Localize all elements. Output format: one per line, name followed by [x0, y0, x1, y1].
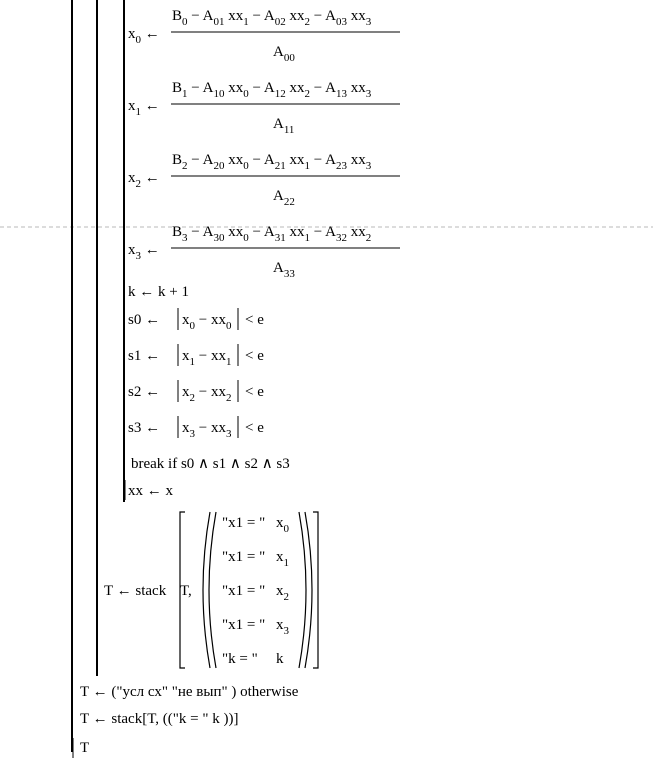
k-increment: k ← k + 1: [128, 284, 189, 300]
matrix-value-3: $x_3$: [276, 617, 289, 637]
matrix-string-3: "x1 = ": [222, 617, 266, 633]
stack-first-arg: T,: [180, 583, 192, 599]
check-compare-1: < e: [245, 348, 264, 364]
assign-denominator-x2: $A_{22}$: [273, 188, 295, 208]
jacobi-assignments: [128, 8, 400, 280]
check-compare-2: < e: [245, 384, 264, 400]
check-compare-0: < e: [245, 312, 264, 328]
check-s0: s0 ←: [128, 312, 161, 328]
assign-numerator-x1: $B_1 - A_{10}$ $xx_0 - A_{12}$ $xx_2 - A_{13}$ $xx_3$: [172, 80, 372, 100]
check-expr-s0: $x_0 - xx_0$: [182, 312, 232, 332]
check-compare-3: < e: [245, 420, 264, 436]
assign-denominator-x1: $A_{11}$: [273, 116, 295, 136]
matrix-string-4: "k = ": [222, 651, 258, 667]
stack-label: T ← stack: [104, 583, 167, 599]
check-s3: s3 ←: [128, 420, 161, 436]
return-value: T: [80, 740, 90, 756]
matrix-value-2: $x_2$: [276, 583, 289, 603]
assign-numerator-x3: $B_3 - A_{30}$ $xx_0 - A_{31}$ $xx_1 - A_{32}$ $xx_2$: [172, 224, 372, 244]
matrix-value-1: $x_1$: [276, 549, 289, 569]
break-statement: break if s0 ∧ s1 ∧ s2 ∧ s3: [131, 456, 290, 472]
matrix-string-2: "x1 = ": [222, 583, 266, 599]
check-expr-s2: $x_2 - xx_2$: [182, 384, 232, 404]
matrix-value-0: $x_0$: [276, 515, 289, 535]
check-s2: s2 ←: [128, 384, 161, 400]
assign-target-x0: $x_0$ ←: [128, 26, 160, 46]
assign-target-x1: $x_1$ ←: [128, 98, 160, 118]
matrix-right-paren-1: [299, 512, 306, 668]
check-s1: s1 ←: [128, 348, 161, 364]
matrix-left-paren-2: [209, 512, 216, 668]
check-expr-s3: $x_3 - xx_3$: [182, 420, 232, 440]
assign-denominator-x3: $A_{33}$: [273, 260, 295, 280]
matrix-value-4: k: [276, 651, 284, 667]
matrix-string-1: "x1 = ": [222, 549, 266, 565]
otherwise-statement: T ← ("усл сх" "не вып" ) otherwise: [80, 684, 299, 700]
check-expr-s1: $x_1 - xx_1$: [182, 348, 232, 368]
assign-numerator-x0: $B_0 - A_{01}$ $xx_1 - A_{02}$ $xx_2 - A_{03}$ $xx_3$: [172, 8, 372, 28]
assign-numerator-x2: $B_2 - A_{20}$ $xx_0 - A_{21}$ $xx_1 - A_{23}$ $xx_3$: [172, 152, 372, 172]
assign-target-x3: $x_3$ ←: [128, 242, 160, 262]
outer-right-bracket: [313, 512, 318, 668]
xx-assignment: xx ← x: [128, 483, 173, 499]
assign-target-x2: $x_2$ ←: [128, 170, 160, 190]
convergence-checks: [128, 308, 264, 440]
final-stack-statement: T ← stack[T, (("k = " k ))]: [80, 711, 239, 727]
assign-denominator-x0: $A_{00}$: [273, 44, 295, 64]
matrix-string-0: "x1 = ": [222, 515, 266, 531]
stack-matrix: [222, 515, 290, 667]
